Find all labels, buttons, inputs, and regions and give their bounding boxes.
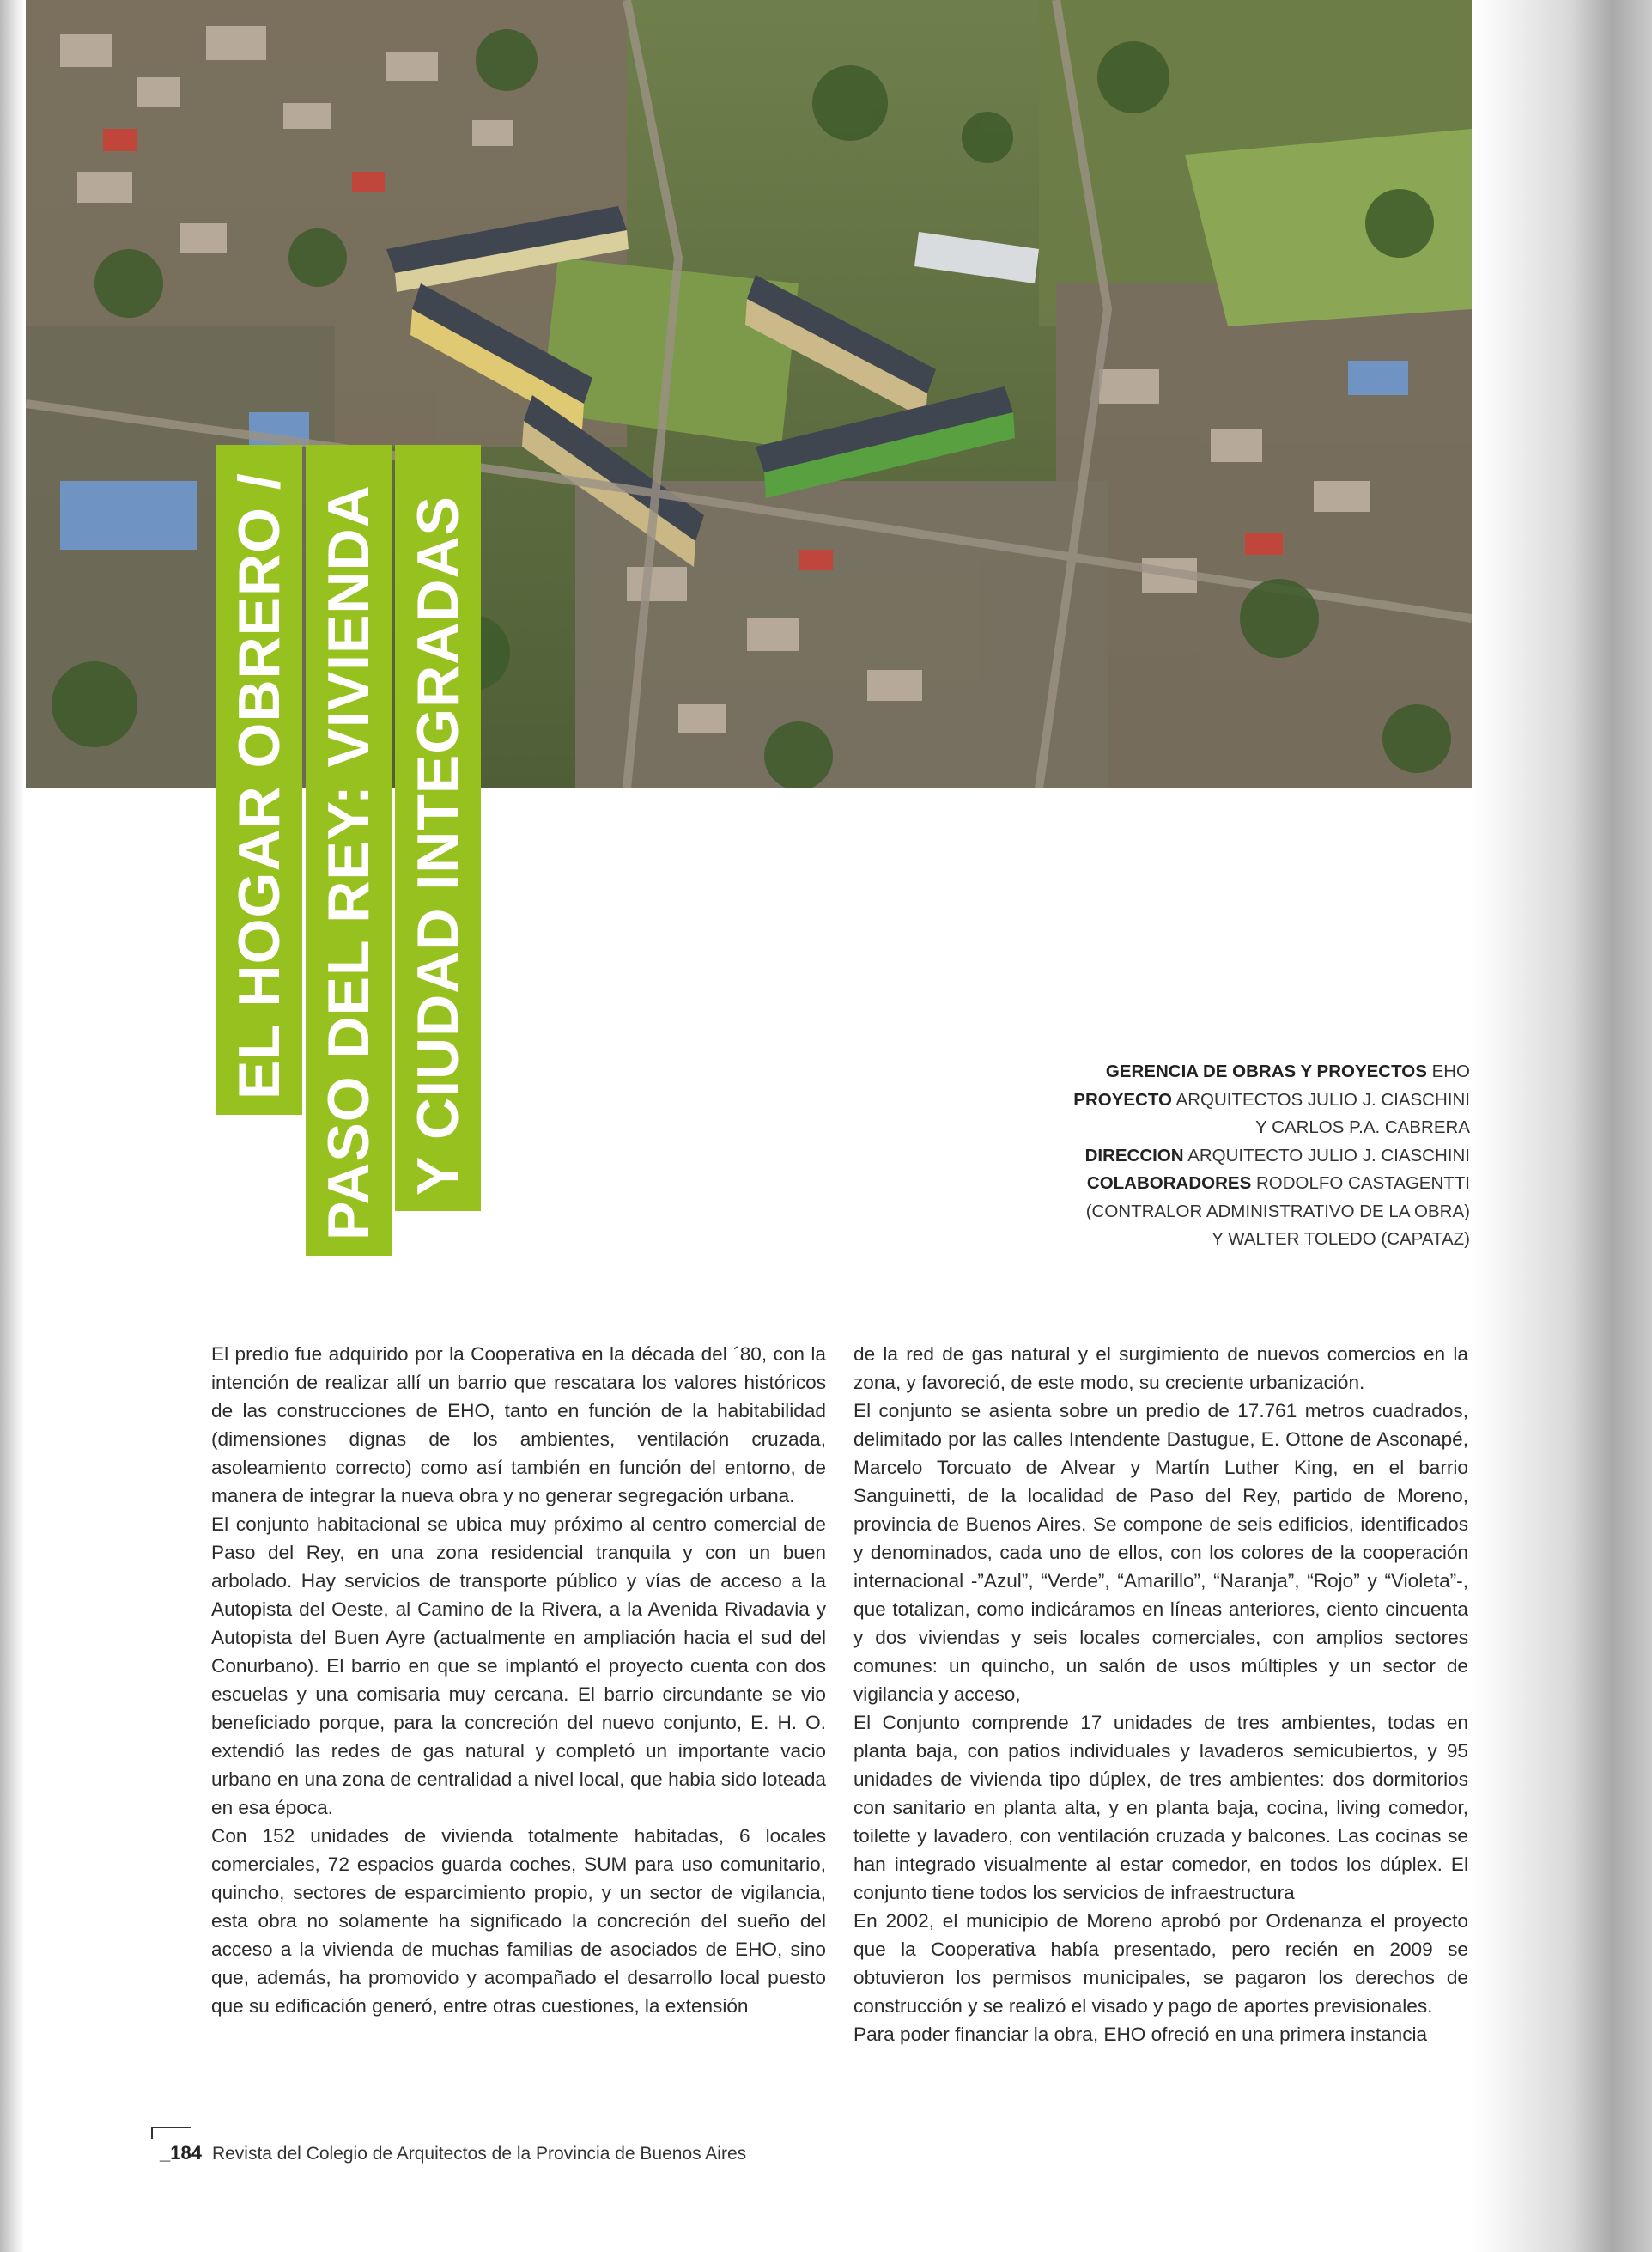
publication-name: Revista del Colegio de Arquitectos de la Provincia de Buenos Aires <box>211 2144 747 2164</box>
page-footer <box>160 2142 746 2164</box>
paragraph: Para poder financiar la obra, EHO ofreció en una primera instancia <box>853 2024 1428 2045</box>
paragraph: Con 152 unidades de vivienda totalmente habitadas, 6 locales comerciales, 72 espacios guarda coches, SUM para uso comunitario, quincho, sectores de esparcimiento propio, y un sector de vigilancia, esta obra no solamente ha significado la concreción del sueño del acceso a la vivienda de muchas familias de asociados de EHO, sino que, además, ha promovido y acompañado el desarrollo local puesto que su edificación generó, entre otras cuestiones, la extensión <box>211 1825 826 2017</box>
paragraph: El Conjunto comprende 17 unidades de tres ambientes, todas en planta baja, con patios individuales y lavaderos semicubiertos, y 95 unidades de vivienda tipo dúplex, de tres ambientes: dos dormitorios con sanitario en planta alta, y en planta baja, cocina, living comedor, toilette y lavadero, con ventilación cruzada y balcones. Las cocinas se han integrado visualmente al estar comedor, en todos los dúplex. El conjunto tiene todos los servicios de infraestructura <box>853 1712 1468 1903</box>
credit-line: (CONTRALOR ADMINISTRATIVO DE LA OBRA) <box>1085 1201 1470 1221</box>
footer-rule-tick <box>151 2127 153 2139</box>
credit-line: DIRECCION ARQUITECTO JULIO J. CIASCHINI <box>1084 1145 1470 1166</box>
page-left-edge <box>0 0 24 2252</box>
paragraph: de la red de gas natural y el surgimiento de nuevos comercios en la zona, y favoreció, de este modo, su creciente urbanización. <box>853 1343 1468 1393</box>
body-column-right <box>853 1340 1468 2048</box>
footer-rule <box>151 2127 191 2128</box>
title-line-1: EL HOGAR OBRERO / <box>216 445 302 1115</box>
credit-line: Y WALTER TOLEDO (CAPATAZ) <box>1212 1229 1470 1249</box>
title-line-3: Y CIUDAD INTEGRADAS <box>395 445 481 1211</box>
paragraph: El predio fue adquirido por la Cooperativa en la década del ´80, con la intención de realizar allí un barrio que rescatara los valores históricos de las construcciones de EHO, tanto en función de la habitabilidad (dimensiones dignas de los ambientes, ventilación cruzada, asoleamiento correcto) como así también en función del entorno, de manera de integrar la nueva obra y no generar segregación urbana. <box>211 1343 826 1506</box>
credit-line: COLABORADORES RODOLFO CASTAGENTTI <box>1086 1173 1470 1193</box>
body-column-left <box>211 1340 826 2020</box>
credit-line: Y CARLOS P.A. CABRERA <box>1255 1117 1470 1137</box>
credit-line: PROYECTO ARQUITECTOS JULIO J. CIASCHINI <box>1073 1089 1470 1110</box>
paragraph: El conjunto se asienta sobre un predio de 17.761 metros cuadrados, delimitado por las calles Intendente Dastugue, E. Ottone de Asconapé, Marcelo Torcuato de Alvear y Martín Luther King, en el barrio Sanguinetti, de la localidad de Paso del Rey, partido de Moreno, provincia de Buenos Aires. Se compone de seis edificios, identificados y denominados, cada uno de ellos, con los colores de la cooperación internacional -”Azul”, “Verde”, “Amarillo”, “Naranja”, “Rojo” y “Violeta”-, que totalizan, como indicáramos en líneas anteriores, ciento cincuenta y dos viviendas y seis locales comerciales, con amplios sectores comunes: un quincho, un salón de usos múltiples y un sector de vigilancia y acceso, <box>853 1400 1468 1705</box>
paragraph: El conjunto habitacional se ubica muy próximo al centro comercial de Paso del Rey, en una zona residencial tranquila y con un buen arbolado. Hay servicios de transporte público y vías de acceso a la Autopista del Oeste, al Camino de la Rivera, a la Avenida Rivadavia y Autopista del Buen Ayre (actualmente en ampliación hacia el sud del Conurbano). El barrio en que se implantó el proyecto cuenta con dos escuelas y una comisaria muy cercana. El barrio circundante se vio beneficiado porque, para la concreción del nuevo conjunto, E. H. O. extendió las redes de gas natural y completó un importante vacio urbano en una zona de centralidad a nivel local, que habia sido loteada en esa época. <box>211 1513 826 1818</box>
credits-block <box>944 1058 1470 1254</box>
paragraph: En 2002, el municipio de Moreno aprobó por Ordenanza el proyecto que la Cooperativa había presentado, pero recién en 2009 se obtuvieron los permisos municipales, se pagaron los derechos de construcción y se realizó el visado y pago de aportes previsionales. <box>853 1910 1468 2017</box>
page-gutter-shadow <box>1470 0 1652 2252</box>
credit-line: GERENCIA DE OBRAS Y PROYECTOS EHO <box>1105 1062 1470 1081</box>
page-number: _184 <box>160 2142 202 2164</box>
title-line-2: PASO DEL REY: VIVIENDA <box>306 445 392 1256</box>
